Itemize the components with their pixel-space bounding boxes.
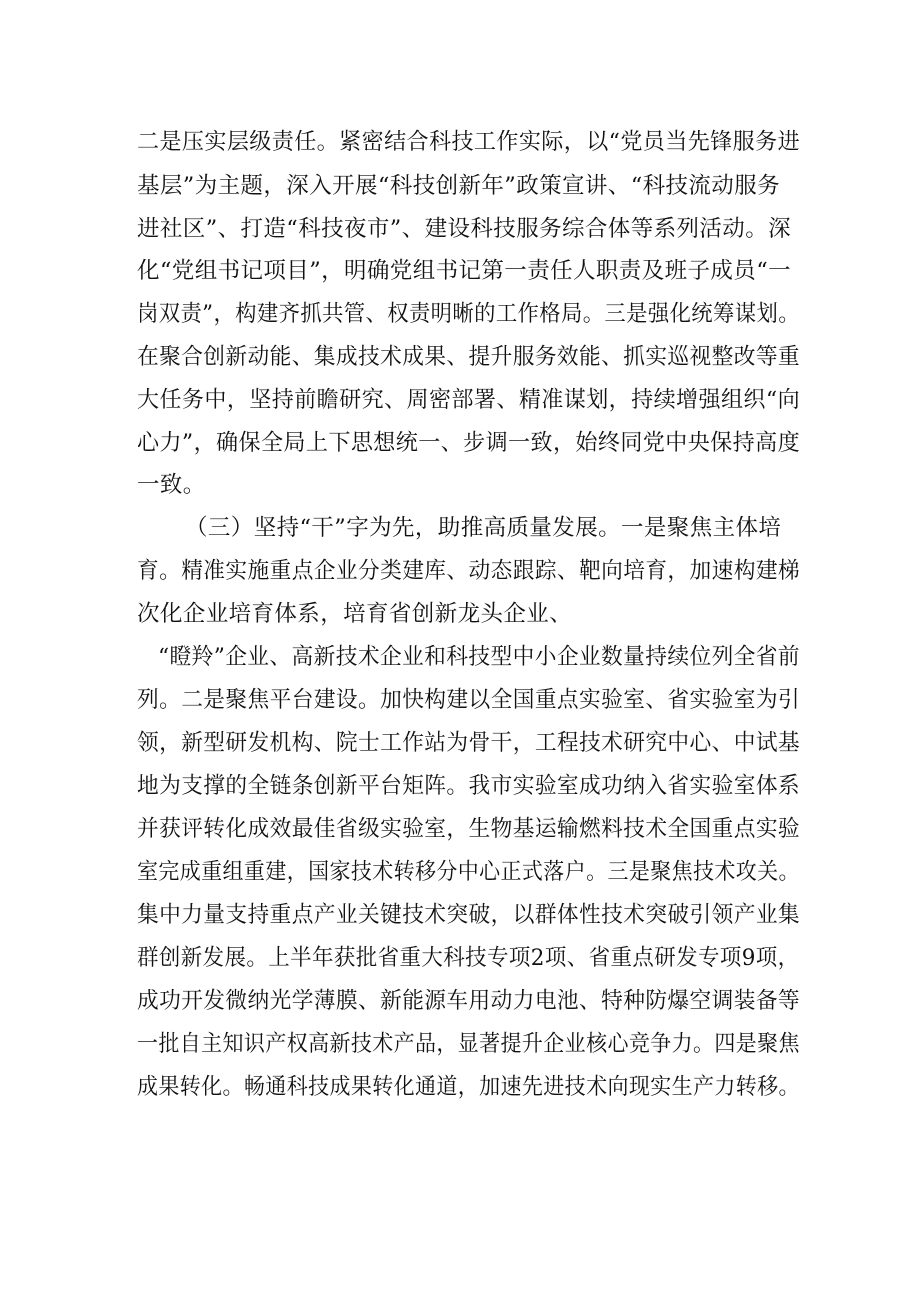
text-line: 进社区”、打造“科技夜市”、建设科技服务综合体等系列活动。深 bbox=[137, 216, 792, 242]
text-line: 并获评转化成效最佳省级实验室，生物基运输燃料技术全国重点实验 bbox=[137, 816, 801, 842]
text-line: 化“党组书记项目”，明确党组书记第一责任人职责及班子成员“一 bbox=[137, 258, 792, 284]
text-line: 心力”，确保全局上下思想统一、步调一致，始终同党中央保持高度 bbox=[137, 430, 801, 456]
text-line: 一批自主知识产权高新技术产品，显著提升企业核心竞争力。四是聚焦 bbox=[137, 1031, 800, 1057]
text-line: 在聚合创新动能、集成技术成果、提升服务效能、抓实巡视整改等重 bbox=[137, 344, 801, 370]
text-line: 成果转化。畅通科技成果转化通道，加速先进技术向现实生产力转移。 bbox=[137, 1074, 800, 1100]
text-line: 群创新发展。上半年获批省重大科技专项2项、省重点研发专项9项， bbox=[137, 945, 800, 971]
text-line: 岗双责”，构建齐抓共管、权责明晰的工作格局。三是强化统筹谋划。 bbox=[137, 301, 800, 327]
text-line: 领，新型研发机构、院士工作站为骨干，工程技术研究中心、中试基 bbox=[137, 730, 801, 756]
text-line: 地为支撑的全链条创新平台矩阵。我市实验室成功纳入省实验室体系 bbox=[137, 773, 801, 799]
text-line: 大任务中，坚持前瞻研究、周密部署、精准谋划，持续增强组织“向 bbox=[137, 387, 801, 413]
text-line: 列。二是聚焦平台建设。加快构建以全国重点实验室、省实验室为引 bbox=[137, 687, 801, 713]
text-line: “瞪羚”企业、高新技术企业和科技型中小企业数量持续位列全省前 bbox=[158, 644, 801, 670]
text-line: 育。精准实施重点企业分类建库、动态跟踪、靶向培育，加速构建梯 bbox=[137, 558, 801, 584]
text-line: 室完成重组重建，国家技术转移分中心正式落户。三是聚焦技术攻关。 bbox=[137, 859, 800, 885]
text-line: 集中力量支持重点产业关键技术突破，以群体性技术突破引领产业集 bbox=[137, 902, 801, 928]
text-line: 一致。 bbox=[137, 472, 206, 498]
text-line: 成功开发微纳光学薄膜、新能源车用动力电池、特种防爆空调装备等 bbox=[137, 988, 801, 1014]
text-line: 次化企业培育体系，培育省创新龙头企业、 bbox=[137, 601, 573, 627]
section-heading-line: （三）坚持“干”字为先，助推高质量发展。一是聚焦主体培 bbox=[185, 515, 782, 541]
text-line: 基层”为主题，深入开展“科技创新年”政策宣讲、“科技流动服务 bbox=[137, 173, 781, 199]
text-line: 二是压实层级责任。紧密结合科技工作实际，以“党员当先锋服务进 bbox=[137, 129, 801, 155]
